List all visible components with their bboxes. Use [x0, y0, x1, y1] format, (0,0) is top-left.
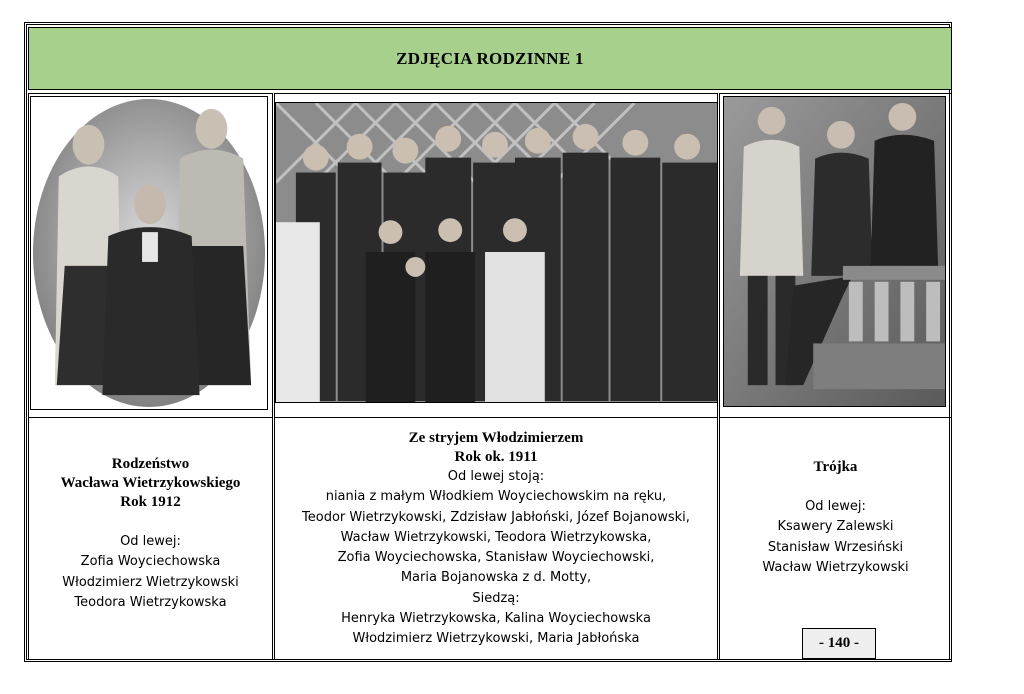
photo-three-men [723, 96, 946, 407]
family-photo-oval-icon [31, 97, 267, 409]
caption-body-line: Ksawery Zalewski [777, 519, 894, 535]
caption-body-line: Włodzimierz Wietrzykowski, Maria Jabłońska [352, 631, 640, 647]
group-photo-icon [276, 103, 717, 402]
caption-title-line: Ze stryjem Włodzimierzem [408, 430, 584, 446]
caption-title-line: Rodzeństwo [111, 456, 190, 472]
caption-title-line: Wacława Wietrzykowskiego [60, 475, 241, 491]
caption-siblings [29, 455, 272, 613]
caption-body-line: Włodzimierz Wietrzykowski [62, 574, 239, 590]
photo-group [275, 102, 718, 403]
three-men-photo-icon [724, 97, 945, 406]
column-2 [274, 93, 718, 660]
caption-body-line: niania z małym Włodkiem Woyciechowskim na ręku, [325, 489, 667, 505]
page-number: - 140 - [802, 628, 876, 659]
caption-body-line: Teodora Wietrzykowska [74, 594, 227, 610]
caption-body-line: Teodor Wietrzykowski, Zdzisław Jabłoński, Józef Bojanowski, [302, 509, 690, 525]
column-3-divider [720, 417, 951, 418]
caption-body-line: Od lewej stoją: [447, 469, 545, 484]
column-3 [719, 93, 952, 660]
caption-body-line: Henryka Wietrzykowska, Kalina Woyciechowska [341, 611, 651, 627]
page-title: ZDJĘCIA RODZINNE 1 [396, 48, 584, 68]
caption-title-line: Trójka [813, 459, 858, 475]
page-header [28, 27, 952, 90]
column-2-divider [275, 417, 717, 418]
caption-body-line: Stanisław Wrzesiński [767, 539, 904, 555]
photo-siblings [30, 96, 268, 410]
caption-body-line: Od lewej: [805, 499, 866, 514]
caption-three-men [720, 458, 951, 578]
column-1-divider [29, 417, 272, 418]
caption-body-line: Wacław Wietrzykowski, Teodora Wietrzykowska, [340, 529, 652, 545]
caption-body-line: Siedzą: [472, 590, 520, 606]
caption-body-line: Zofia Woyciechowska, Stanisław Woyciechowski, [337, 550, 655, 566]
column-1 [28, 93, 273, 660]
caption-body-line: Maria Bojanowska z d. Motty, [400, 570, 592, 586]
caption-body-line: Zofia Woyciechowska [80, 554, 221, 570]
caption-body-line: Wacław Wietrzykowski [762, 559, 909, 575]
caption-title-line: Rok ok. 1911 [454, 449, 538, 465]
caption-title-line: Rok 1912 [120, 494, 181, 510]
caption-group [275, 429, 717, 650]
caption-body-line: Od lewej: [120, 534, 181, 549]
